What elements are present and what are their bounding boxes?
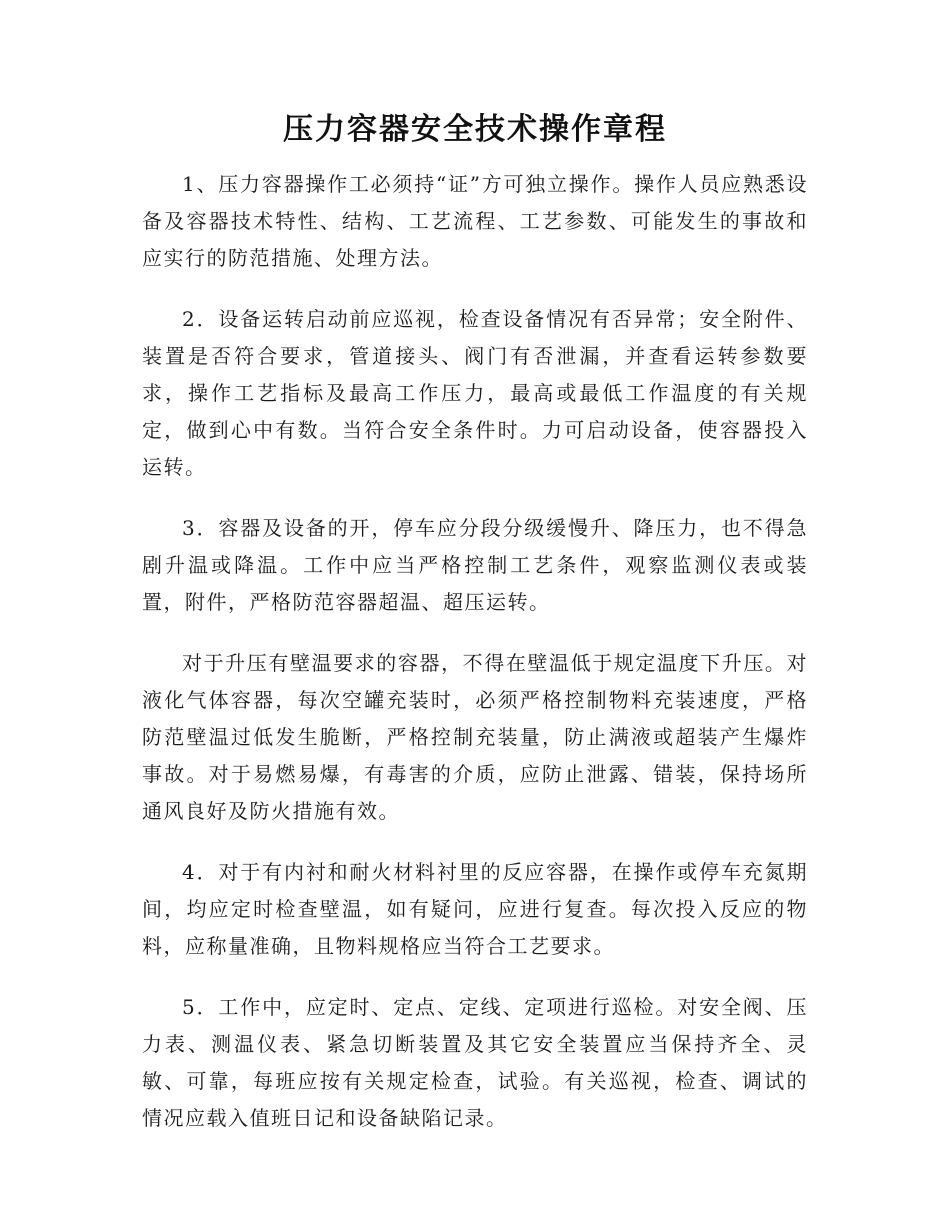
- document-body: [142, 166, 808, 1161]
- paragraph-2: 2．设备运转启动前应巡视，检查设备情况有否异常；安全附件、装置是否符合要求，管道接头、阀门有否泄漏，并查看运转参数要求，操作工艺指标及最高工作压力，最高或最低工作温度的有关规定，做到心中有数。当符合安全条件时。力可启动设备，使容器投入运转。: [142, 307, 808, 479]
- paragraph-4: 对于升压有壁温要求的容器，不得在壁温低于规定温度下升压。对液化气体容器，每次空罐充装时，必须严格控制物料充装速度，严格防范壁温过低发生脆断，严格控制充装量，防止满液或超装产生爆炸事故。对于易燃易爆，有毒害的介质，应防止泄露、错装，保持场所通风良好及防火措施有效。: [142, 651, 808, 823]
- paragraph-1: 1、压力容器操作工必须持“证”方可独立操作。操作人员应熟悉设备及容器技术特性、结构、工艺流程、工艺参数、可能发生的事故和应实行的防范措施、处理方法。: [142, 172, 808, 270]
- document-title: 压力容器安全技术操作章程: [283, 112, 667, 147]
- paragraph-6: 5．工作中，应定时、定点、定线、定项进行巡检。对安全阀、压力表、测温仪表、紧急切断装置及其它安全装置应当保持齐全、灵敏、可靠，每班应按有关规定检查，试验。有关巡视，检查、调试的情况应载入值班日记和设备缺陷记录。: [142, 995, 808, 1130]
- paragraph-5: 4．对于有内衬和耐火材料衬里的反应容器，在操作或停车充氮期间，均应定时检查壁温，如有疑问，应进行复查。每次投入反应的物料，应称量准确，且物料规格应当符合工艺要求。: [142, 860, 808, 958]
- paragraph-3: 3．容器及设备的开，停车应分段分级缓慢升、降压力，也不得急剧升温或降温。工作中应当严格控制工艺条件，观察监测仪表或装置，附件，严格防范容器超温、超压运转。: [142, 516, 808, 614]
